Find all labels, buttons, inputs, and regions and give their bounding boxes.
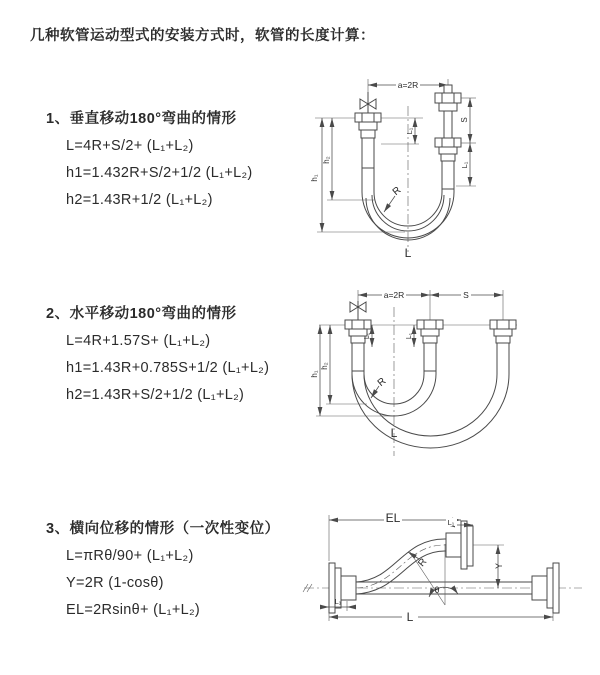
diagram-lateral-displacement xyxy=(296,494,600,662)
dim-label-l: L xyxy=(390,426,398,440)
right-flange xyxy=(532,563,559,613)
dim-l xyxy=(329,610,553,624)
dim-label-l: L xyxy=(404,246,412,260)
radius-callout xyxy=(371,376,388,398)
valve-icon xyxy=(360,92,376,113)
dim-label-h1: h₁ xyxy=(310,370,319,378)
left-pipe-flange xyxy=(345,320,371,374)
dim-label-r: R xyxy=(375,375,389,389)
formula-line: h1=1.43R+0.785S+1/2 (L₁+L₂) xyxy=(66,360,270,376)
formula-line: h2=1.43R+1/2 (L₁+L₂) xyxy=(66,192,213,208)
diagram-vertical-180-bend xyxy=(305,62,600,262)
dim-label-h2: h₂ xyxy=(322,156,331,164)
middle-pipe-flange xyxy=(417,320,443,374)
right-pipe-flange xyxy=(490,320,516,374)
dim-label-el: EL xyxy=(385,511,401,525)
section-vertical-movement xyxy=(46,111,253,219)
dim-l1-middle xyxy=(406,325,414,347)
section-lateral-displacement xyxy=(46,521,280,629)
dim-label-y: Y xyxy=(494,562,504,570)
formula-line: L=4R+S/2+ (L₁+L₂) xyxy=(66,138,194,154)
valve-icon xyxy=(350,301,366,320)
section-1-heading: 1、垂直移动180°弯曲的情形 xyxy=(46,111,237,127)
hose-u-bend xyxy=(352,374,509,448)
dim-label-l1: L₁ xyxy=(447,518,455,527)
right-pipe-flange xyxy=(435,85,461,192)
section-2-heading: 2、水平移动180°弯曲的情形 xyxy=(46,306,237,322)
dim-a2r xyxy=(368,79,448,92)
dim-s xyxy=(430,290,503,300)
dim-label-a2r: a=2R xyxy=(397,80,419,90)
page-title: 几种软管运动型式的安装方式时，软管的长度计算： xyxy=(30,28,375,44)
left-flange xyxy=(329,563,356,613)
diagram-horizontal-180-bend xyxy=(305,274,600,464)
dim-label-s: S xyxy=(463,290,469,300)
dim-label-r: R xyxy=(416,556,430,569)
dim-label-l1: L₁ xyxy=(364,332,371,340)
formula-line: h1=1.432R+S/2+1/2 (L₁+L₂) xyxy=(66,165,253,181)
dim-label-h1: h₁ xyxy=(310,174,319,182)
dim-l1-left xyxy=(381,118,419,144)
upper-flange xyxy=(446,521,473,569)
dim-label-l1: L₁ xyxy=(460,161,469,169)
dim-label-l1: L₁ xyxy=(334,597,342,606)
dim-label-theta: θ xyxy=(434,585,440,595)
formula-line: h2=1.43R+S/2+1/2 (L₁+L₂) xyxy=(66,387,245,403)
formula-line: L=πRθ/90+ (L₁+L₂) xyxy=(66,548,194,564)
dim-label-l1: L₁ xyxy=(405,127,414,135)
dim-h1 xyxy=(310,118,405,232)
radius-callout xyxy=(384,185,403,212)
formula-line: L=4R+1.57S+ (L₁+L₂) xyxy=(66,333,211,349)
dim-label-r: R xyxy=(390,184,404,198)
dim-label-h2: h₂ xyxy=(320,362,329,370)
dim-s xyxy=(460,98,476,143)
section-3-heading: 3、横向位移的情形（一次性变位） xyxy=(46,521,280,537)
formula-line: Y=2R (1-cosθ) xyxy=(66,575,164,591)
dim-el xyxy=(329,511,461,561)
left-pipe-flange xyxy=(355,113,381,192)
dim-label-l: L xyxy=(406,610,414,624)
dim-a2r xyxy=(358,290,503,320)
dim-label-l1: L₁ xyxy=(406,332,413,340)
dim-l1-right xyxy=(456,143,476,186)
formula-line: EL=2Rsinθ+ (L₁+L₂) xyxy=(66,602,201,618)
dim-label-a2r: a=2R xyxy=(383,290,405,300)
dim-label-s: S xyxy=(460,117,469,123)
section-horizontal-movement xyxy=(46,306,269,414)
